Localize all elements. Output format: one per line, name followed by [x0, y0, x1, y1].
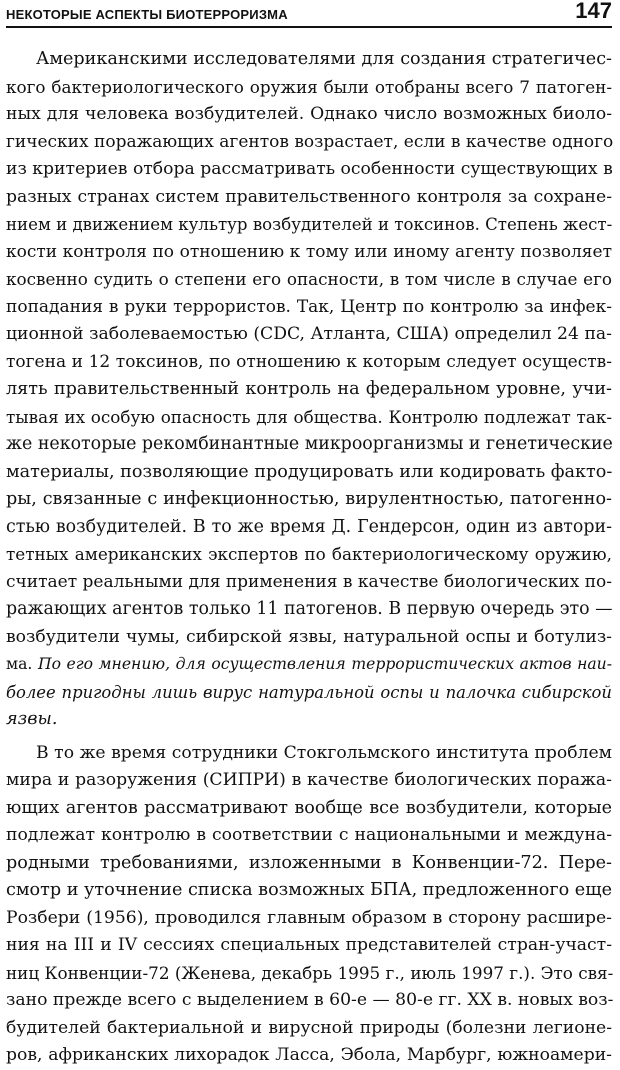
page-number: 147 — [575, 0, 612, 23]
text-line: ров, африканских лихорадок Ласса, Эбола, Марбург, южноамери- — [6, 1045, 612, 1065]
text-line: же некоторые рекомбинантные микроорганизмы и генетические — [6, 434, 613, 454]
text-line: гических поражающих агентов возрастает, если в качестве одного — [6, 131, 614, 152]
text-line: ных для человека возбудителей. Однако число возможных биоло- — [6, 104, 612, 124]
text-line: лять правительственный контроль на федеральном уровне, учи- — [6, 379, 612, 399]
text-line: считает реальными для применения в качестве биологических по- — [6, 571, 612, 592]
plain-fragment: ма. — [6, 655, 38, 673]
text-line: материалы, позволяющие продуцировать или кодировать факто- — [6, 461, 613, 482]
text-line: ниц Конвенции-72 (Женева, декабрь 1995 г., июль 1997 г.). Это свя- — [6, 962, 614, 983]
text-line: будителей бактериальной и вирусной природы (болезни легионе- — [6, 1017, 612, 1038]
text-line: кости контроля по отношению к тому или иному агенту позволяет — [6, 241, 612, 262]
text-line: попадания в руки террористов. Так, Центр по контролю за инфек- — [6, 296, 612, 317]
italic-line: более пригодны лишь вирус натуральной оспы и палочка сибирской — [6, 682, 612, 702]
text-line: косвенно судить о степени его опасности, в том числе в случае его — [6, 269, 612, 289]
italic-fragment: По его мнению, для осуществления террористических актов наи- — [37, 655, 612, 673]
text-line: Американскими исследователями для создания стратегичес- — [36, 49, 612, 69]
running-title: НЕКОТОРЫЕ АСПЕКТЫ БИОТЕРРОРИЗМА — [6, 7, 288, 22]
text-line: кого бактериологического оружия были отобраны всего 7 патоген- — [6, 76, 612, 97]
text-line: стью возбудителей. В то же время Д. Гендерсон, один из автори- — [6, 516, 612, 537]
text-line: из критериев отбора рассматривать особенности существующих в — [6, 159, 613, 179]
text-line: зано прежде всего с выделением в 60-е — 80-е гг. XX в. новых воз- — [6, 990, 614, 1010]
text-line: тетных американских экспертов по бактериологическому оружию, — [6, 544, 612, 564]
text-line: ционной заболеваемостью (CDC, Атланта, США) определил 24 па- — [6, 324, 612, 344]
text-line-mixed — [6, 651, 612, 679]
paragraph-1 — [6, 46, 612, 734]
text-line: ющих агентов рассматривают вообще все возбудители, которые — [6, 797, 612, 818]
body-text — [6, 46, 612, 1070]
text-line: ры, связанные с инфекционностью, вирулентностью, патогенно- — [6, 489, 612, 509]
text-line: тывая их особую опасность для общества. Контролю подлежат так- — [6, 406, 612, 427]
text-line: родными требованиями, изложенными в Конвенции-72. Пере- — [6, 852, 612, 873]
text-line: смотр и уточнение списка возможных БПА, предложенного еще — [6, 880, 612, 900]
text-line: мира и разоружения (СИПРИ) в качестве биологических поража- — [6, 770, 612, 790]
text-line: ражающих агентов только 11 патогенов. В первую очередь это — — [6, 599, 613, 619]
text-line: возбудители чумы, сибирской язвы, натуральной оспы и ботулиз- — [6, 626, 612, 647]
text-line: тогена и 12 токсинов, по отношению к которым следует осуществ- — [6, 351, 612, 372]
paragraph-2 — [6, 740, 612, 1070]
text-line: В то же время сотрудники Стокгольмского института проблем — [36, 742, 612, 763]
text-line: разных странах систем правительственного контроля за сохране- — [6, 186, 612, 207]
running-header — [6, 0, 612, 28]
text-line: подлежат контролю в соответствии с национальными и междуна- — [6, 825, 612, 845]
text-line: ния на III и IV сессиях специальных представителей стран-участ- — [6, 935, 612, 955]
italic-line: язвы. — [6, 709, 58, 729]
text-line: Розбери (1956), проводился главным образом в сторону расшире- — [6, 907, 612, 928]
text-line: нием и движением культур возбудителей и токсинов. Степень жест- — [6, 215, 613, 234]
